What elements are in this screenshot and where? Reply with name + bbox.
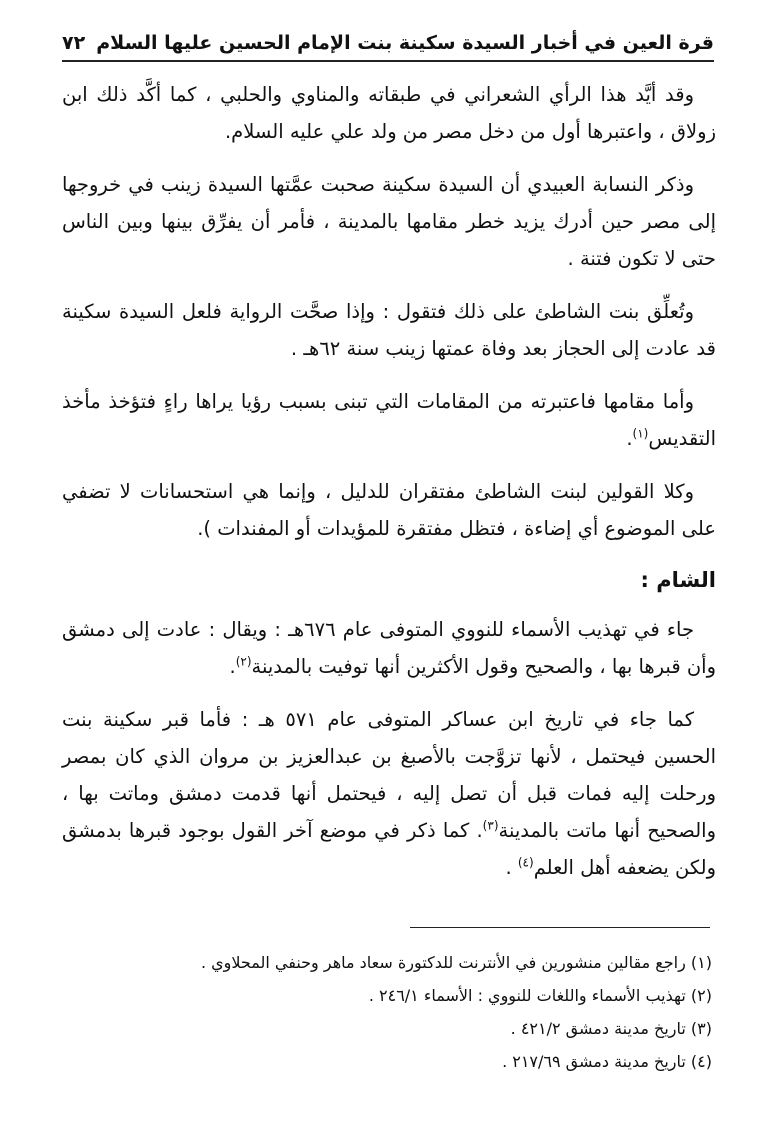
sham-paragraph-2-end: . <box>505 856 518 879</box>
paragraph-3: وتُعلِّق بنت الشاطئ على ذلك فتقول : وإذا صحَّت الرواية فلعل السيدة سكينة قد عادت إلى الحجاز بعد وفاة عمتها زينب سنة ٦٢هـ . <box>62 300 716 360</box>
paragraph-4-text: وأما مقامها فاعتبرته من المقامات التي تبنى بسبب رؤيا يراها راءٍ فتؤخذ مأخذ التقديس <box>62 390 716 450</box>
sham-paragraph-1 <box>62 611 716 685</box>
paragraph-1: وقد أيَّد هذا الرأي الشعراني في طبقاته والمناوي والحلبي ، كما أكَّد ذلك ابن زولاق ، واعتبرها أول من دخل مصر من ولد علي عليه السلام. <box>62 83 716 143</box>
sham-paragraph-1-text: جاء في تهذيب الأسماء للنووي المتوفى عام ٦٧٦هـ : ويقال : عادت إلى دمشق وأن قبرها بها ، والصحيح وقول الأكثرين أنها توفيت بالمدينة <box>62 618 716 678</box>
page-number: ٧٢ <box>62 32 86 54</box>
footnote-ref-4: (٤) <box>517 855 534 870</box>
footnote-ref-2: (٢) <box>235 654 252 669</box>
section-heading-sham: الشام : <box>640 568 716 592</box>
main-text <box>62 76 716 902</box>
paragraph-4-end: . <box>626 427 633 450</box>
header-title: قرة العين في أخبار السيدة سكينة بنت الإمام الحسين عليها السلام <box>96 32 714 54</box>
footnote-4: (٤) تاريخ مدينة دمشق ٢١٧/٦٩ . <box>502 1052 712 1071</box>
running-header <box>62 26 714 62</box>
sham-paragraph-1-end: . <box>229 655 236 678</box>
footnote-2: (٢) تهذيب الأسماء واللغات للنووي : الأسماء ٢٤٦/١ . <box>368 986 712 1005</box>
sham-paragraph-2-text-a: كما جاء في تاريخ ابن عساكر المتوفى عام ٥٧١ هـ : فأما قبر سكينة بنت الحسين فيحتمل ، لأنها تزوَّجت بالأصبغ بن عبدالعزيز بن مروان الذي كان بمصر ورحلت إليه فمات قبل أن تصل إليه ، فيحتمل أنها قدمت دمشق وماتت بها ، والصحيح أنها ماتت بالمدينة <box>62 708 716 842</box>
footnote-1: (١) راجع مقالين منشورين في الأنترنت للدكتورة سعاد ماهر وحنفي المحلاوي . <box>200 953 712 972</box>
footnote-separator <box>410 927 710 928</box>
paragraph-2: وذكر النسابة العبيدي أن السيدة سكينة صحبت عمَّتها السيدة زينب في خروجها إلى مصر حين أدرك يزيد خطر مقامها بالمدينة ، فأمر أن يفرِّق بينها وبين الناس حتى لا تكون فتنة . <box>62 173 716 270</box>
footnote-ref-1: (١) <box>632 426 649 441</box>
sham-paragraph-2-text-b: . كما ذكر في موضع آخر القول بوجود قبرها بدمشق ولكن يضعفه أهل العلم <box>62 819 716 879</box>
sham-paragraph-2 <box>62 701 716 886</box>
footnotes <box>62 948 712 1080</box>
footnote-3: (٣) تاريخ مدينة دمشق ٤٢١/٢ . <box>510 1019 712 1038</box>
paragraph-5: وكلا القولين لبنت الشاطئ مفتقران للدليل ، وإنما هي استحسانات لا تضفي على الموضوع أي إضاءة ، فتظل مفتقرة للمؤيدات أو المفندات ). <box>62 480 716 540</box>
footnote-ref-3: (٣) <box>482 818 499 833</box>
paragraph-4 <box>62 383 716 457</box>
